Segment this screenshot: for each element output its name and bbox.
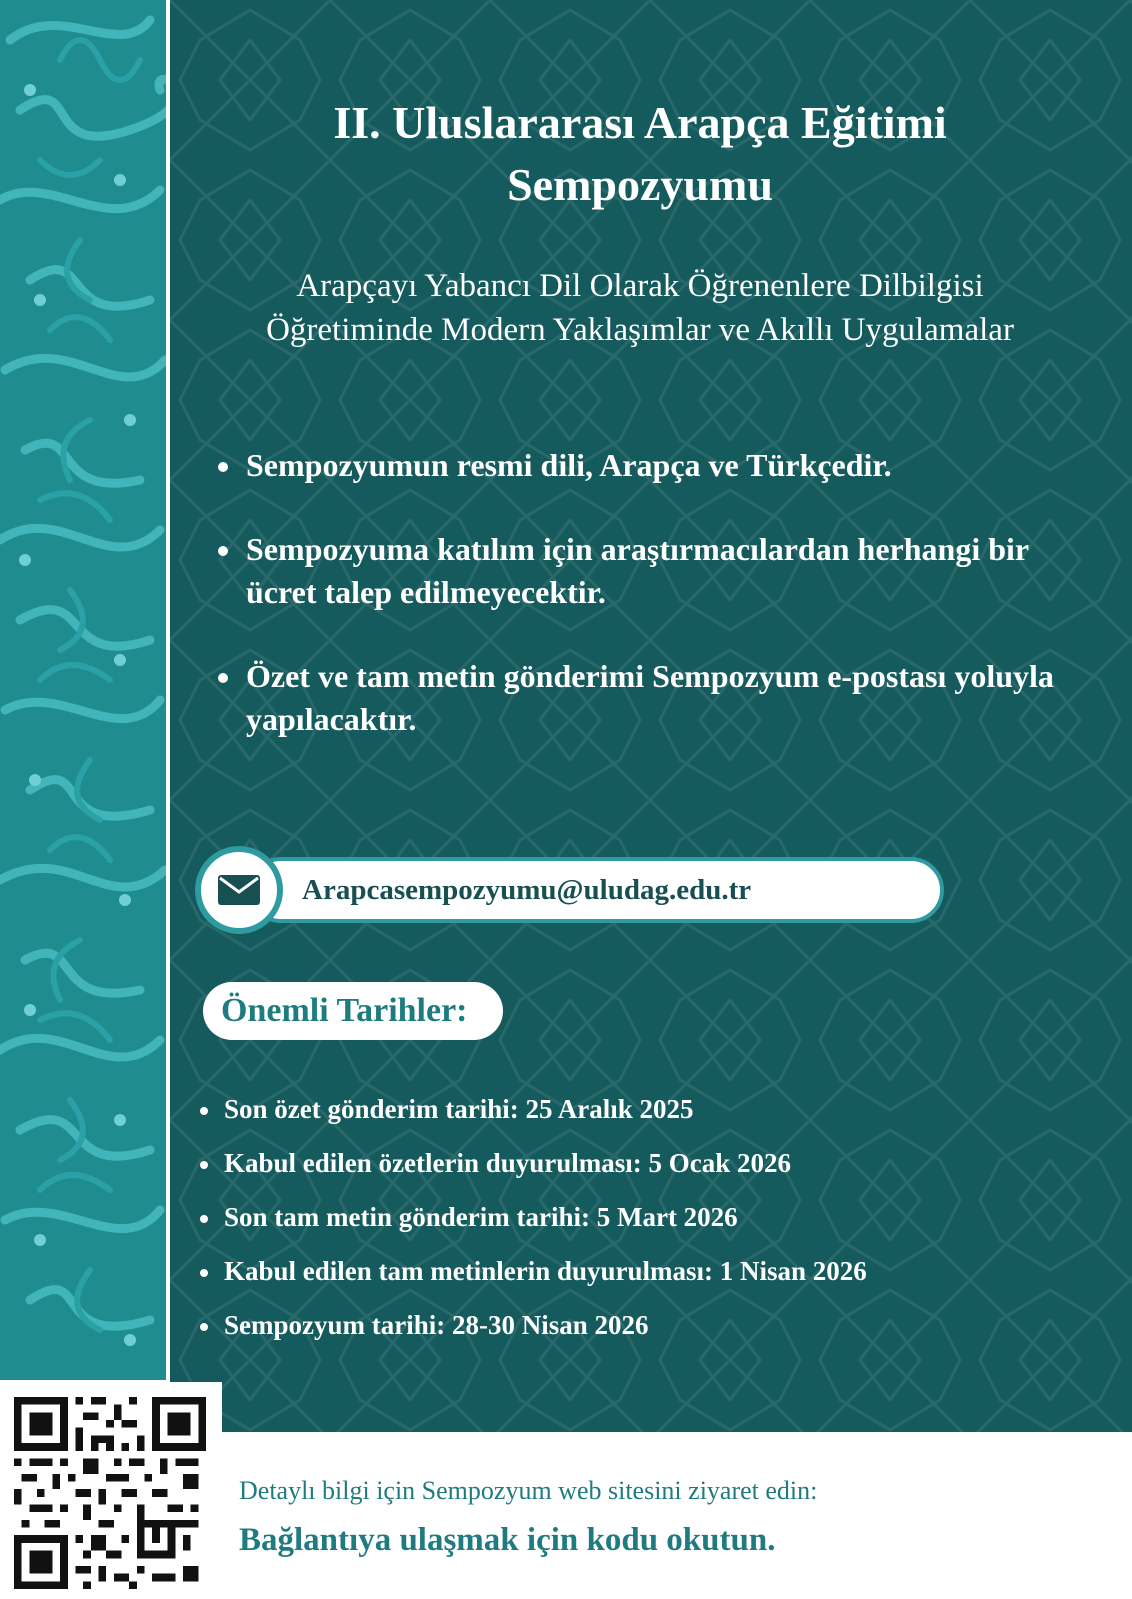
- date-item: Kabul edilen tam metinlerin duyurulması: 1 Nisan 2026: [200, 1254, 1100, 1289]
- info-item-submission: Özet ve tam metin gönderimi Sempozyum e-postası yoluyla yapılacaktır.: [218, 655, 1078, 741]
- calligraphy-pattern: [0, 0, 166, 1380]
- date-item: Son özet gönderim tarihi: 25 Aralık 2025: [200, 1092, 1100, 1127]
- date-item: Sempozyum tarihi: 28-30 Nisan 2026: [200, 1308, 1100, 1343]
- date-item: Kabul edilen özetlerin duyurulması: 5 Ocak 2026: [200, 1146, 1100, 1181]
- envelope-icon: [218, 875, 260, 905]
- qr-code-icon[interactable]: [12, 1397, 208, 1589]
- dates-list: [200, 1092, 1100, 1362]
- title-line-2: Sempozyumu: [507, 159, 773, 210]
- symposium-subtitle: [200, 264, 1080, 352]
- footer-scan-cta: Bağlantıya ulaşmak için kodu okutun.: [239, 1522, 776, 1558]
- qr-code-box: [0, 1382, 222, 1599]
- info-item-fee: Sempozyuma katılım için araştırmacılardan herhangi bir ücret talep edilmeyecektir.: [218, 528, 1078, 614]
- contact-email[interactable]: Arapcasempozyumu@uludag.edu.tr: [302, 874, 752, 906]
- footer-info-text: Detaylı bilgi için Sempozyum web sitesini ziyaret edin:: [239, 1476, 818, 1505]
- symposium-title: [200, 92, 1080, 216]
- date-item: Son tam metin gönderim tarihi: 5 Mart 2026: [200, 1200, 1100, 1235]
- dates-title: Önemli Tarihler:: [221, 992, 468, 1029]
- info-list: [218, 444, 1078, 782]
- title-line-1: II. Uluslararası Arapça Eğitimi: [333, 97, 947, 148]
- info-item-language: Sempozyumun resmi dili, Arapça ve Türkçedir.: [218, 444, 1078, 487]
- subtitle-line-2: Öğretiminde Modern Yaklaşımlar ve Akıllı Uygulamalar: [266, 312, 1014, 348]
- email-icon-badge: [195, 846, 283, 934]
- calligraphy-side-band: [0, 0, 166, 1380]
- subtitle-line-1: Arapçayı Yabancı Dil Olarak Öğrenenlere Dilbilgisi: [296, 268, 984, 304]
